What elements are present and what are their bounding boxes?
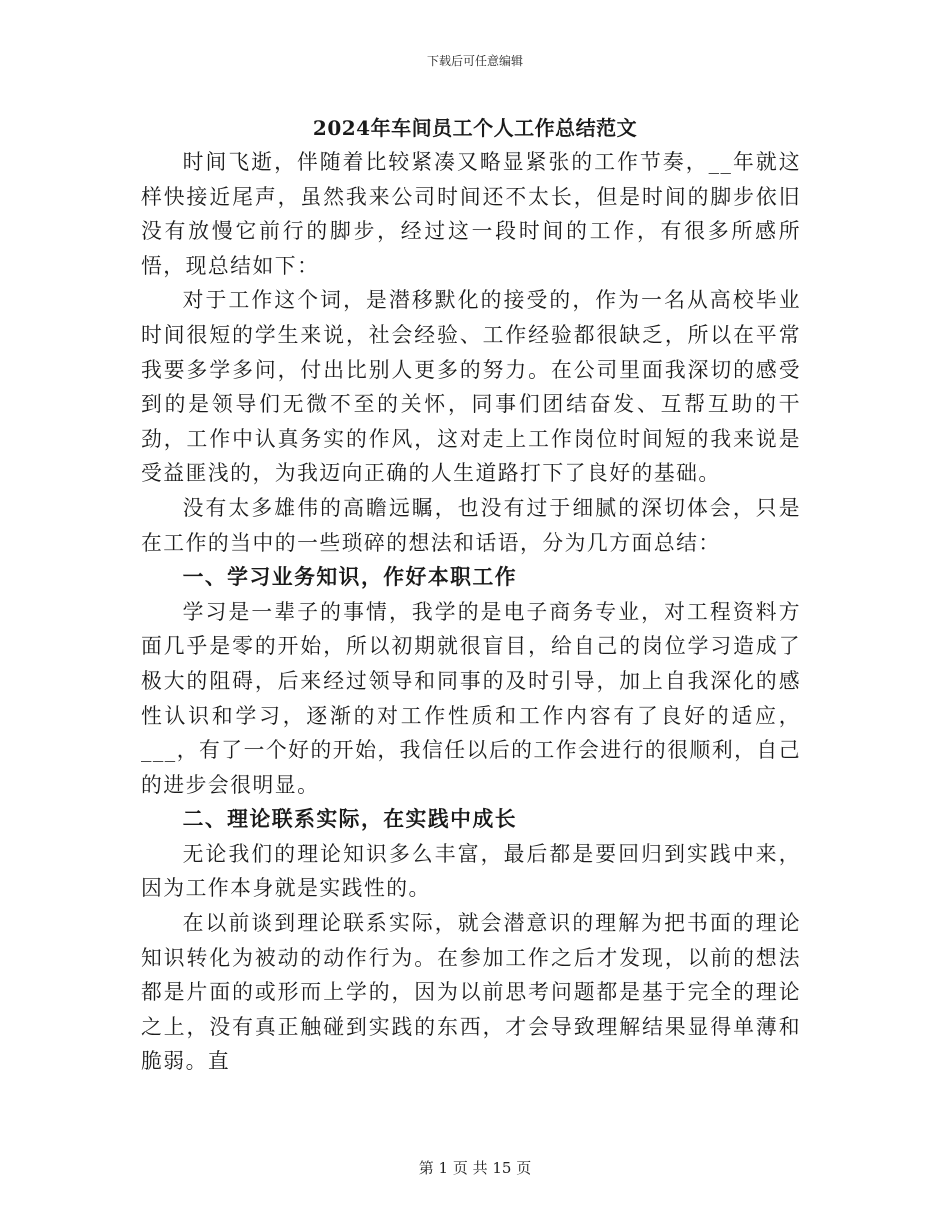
paragraph: 在以前谈到理论联系实际，就会潜意识的理解为把书面的理论知识转化为被动的动作行为。在参加工作之后才发现，以前的想法都是片面的或形而上学的，因为以前思考问题都是基于完全的理论之上，没有真正触碰到实践的东西，才会导致理解结果显得单薄和脆弱。直: [141, 911, 801, 1074]
page-header: 下载后可任意编辑: [426, 54, 523, 68]
section-heading: 二、理论联系实际，在实践中成长: [182, 806, 518, 832]
paragraph: 学习是一辈子的事情，我学的是电子商务专业，对工程资料方面几乎是零的开始，所以初期就很盲目，给自己的岗位学习造成了极大的阻碍，后来经过领导和同事的及时引导，加上自我深化的感性认识和学习，逐渐的对工作性质和工作内容有了良好的适应，___，有了一个好的开始，我信任以后的工作会进行的很顺利，自己的进步会很明显。: [141, 599, 802, 797]
page-footer: 第 1 页 共 15 页: [418, 1159, 532, 1177]
paragraph: 时间飞逝，伴随着比较紧凑又略显紧张的工作节奏，__年就这样快接近尾声，虽然我来公司时间还不太长，但是时间的脚步依旧没有放慢它前行的脚步，经过这一段时间的工作，有很多所感所悟，现总结如下：: [141, 150, 801, 278]
document-title: 2024年车间员工个人工作总结范文: [312, 116, 638, 140]
section-heading: 一、学习业务知识，作好本职工作: [182, 564, 518, 590]
paragraph: 没有太多雄伟的高瞻远瞩，也没有过于细腻的深切体会，只是在工作的当中的一些琐碎的想法和话语，分为几方面总结：: [141, 495, 801, 555]
paragraph: 无论我们的理论知识多么丰富，最后都是要回归到实践中来，因为工作本身就是实践性的。: [141, 841, 801, 901]
document-body: [141, 145, 801, 1079]
paragraph: 对于工作这个词，是潜移默化的接受的，作为一名从高校毕业时间很短的学生来说，社会经验、工作经验都很缺乏，所以在平常我要多学多问，付出比别人更多的努力。在公司里面我深切的感受到的是领导们无微不至的关怀，同事们团结奋发、互帮互助的干劲，工作中认真务实的作风，这对走上工作岗位时间短的我来说是受益匪浅的，为我迈向正确的人生道路打下了良好的基础。: [141, 288, 801, 486]
